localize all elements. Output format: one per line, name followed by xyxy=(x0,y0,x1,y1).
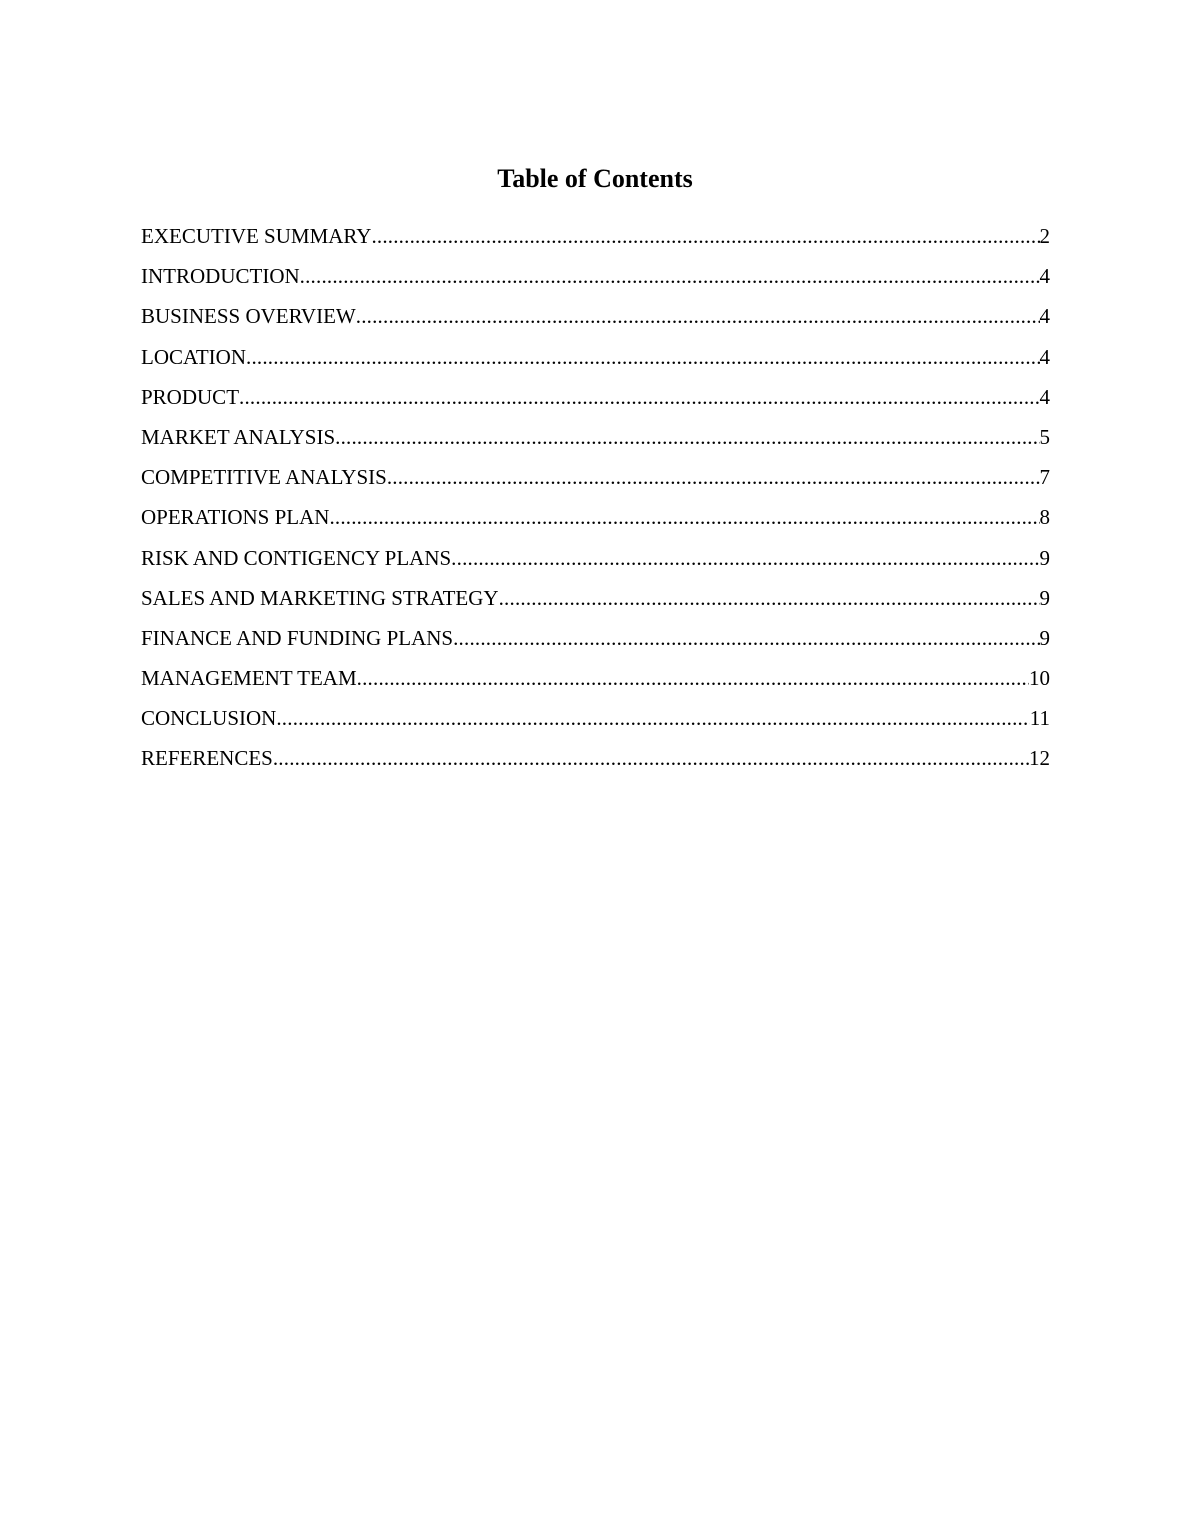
toc-dot-leader xyxy=(356,298,1040,334)
toc-dot-leader xyxy=(453,620,1039,656)
toc-entry-label: PRODUCT xyxy=(141,384,240,409)
toc-list xyxy=(141,218,1050,781)
toc-entry-label: BUSINESS OVERVIEW xyxy=(141,304,356,329)
toc-entry-label: OPERATIONS PLAN xyxy=(141,505,330,530)
toc-entry-management-team[interactable] xyxy=(141,660,1050,700)
toc-entry-label: SALES AND MARKETING STRATEGY xyxy=(141,585,499,610)
toc-entry-page-number: 9 xyxy=(1039,585,1050,610)
toc-dot-leader xyxy=(246,339,1040,375)
toc-dot-leader xyxy=(357,660,1029,696)
toc-entry-page-number: 4 xyxy=(1039,384,1050,409)
toc-entry-sales-and-marketing-strategy[interactable] xyxy=(141,580,1050,620)
toc-entry-page-number: 12 xyxy=(1029,746,1050,771)
toc-entry-page-number: 8 xyxy=(1039,505,1050,530)
toc-dot-leader xyxy=(329,499,1039,535)
toc-entry-page-number: 5 xyxy=(1039,424,1050,449)
toc-entry-label: EXECUTIVE SUMMARY xyxy=(141,224,372,248)
toc-dot-leader xyxy=(335,419,1039,455)
toc-entry-conclusion[interactable] xyxy=(141,700,1050,740)
toc-entry-page-number: 4 xyxy=(1039,264,1050,289)
toc-entry-label: CONCLUSION xyxy=(141,706,277,731)
toc-entry-page-number: 4 xyxy=(1039,304,1050,329)
toc-entry-label: INTRODUCTION xyxy=(141,264,300,289)
toc-entry-label: FINANCE AND FUNDING PLANS xyxy=(141,625,454,650)
toc-dot-leader xyxy=(451,540,1039,576)
toc-entry-page-number: 2 xyxy=(1039,224,1050,248)
toc-entry-operations-plan[interactable] xyxy=(141,499,1050,539)
toc-entry-location[interactable] xyxy=(141,339,1050,379)
toc-entry-page-number: 9 xyxy=(1039,625,1050,650)
toc-dot-leader xyxy=(273,740,1029,776)
toc-dot-leader xyxy=(300,258,1040,294)
toc-entry-risk-and-contigency-plans[interactable] xyxy=(141,540,1050,580)
toc-entry-business-overview[interactable] xyxy=(141,298,1050,338)
toc-entry-page-number: 10 xyxy=(1029,666,1050,691)
toc-entry-introduction[interactable] xyxy=(141,258,1050,298)
toc-entry-competitive-analysis[interactable] xyxy=(141,459,1050,499)
toc-entry-market-analysis[interactable] xyxy=(141,419,1050,459)
toc-entry-label: MARKET ANALYSIS xyxy=(141,424,336,449)
toc-dot-leader xyxy=(387,459,1040,495)
toc-dot-leader xyxy=(371,218,1039,254)
toc-entry-label: REFERENCES xyxy=(141,746,273,771)
toc-entry-label: RISK AND CONTIGENCY PLANS xyxy=(141,545,452,570)
toc-entry-label: COMPETITIVE ANALYSIS xyxy=(141,465,387,490)
toc-entry-page-number: 11 xyxy=(1029,706,1050,731)
toc-title: Table of Contents xyxy=(497,164,693,193)
toc-entry-executive-summary[interactable] xyxy=(141,218,1050,258)
toc-dot-leader xyxy=(276,700,1029,736)
toc-entry-page-number: 4 xyxy=(1039,344,1050,369)
toc-entry-label: LOCATION xyxy=(141,344,246,369)
toc-entry-page-number: 7 xyxy=(1039,465,1050,490)
toc-entry-finance-and-funding-plans[interactable] xyxy=(141,620,1050,660)
toc-dot-leader xyxy=(499,580,1040,616)
toc-entry-page-number: 9 xyxy=(1039,545,1050,570)
toc-entry-product[interactable] xyxy=(141,379,1050,419)
toc-entry-label: MANAGEMENT TEAM xyxy=(141,666,357,691)
toc-entry-references[interactable] xyxy=(141,740,1050,780)
toc-dot-leader xyxy=(239,379,1039,415)
